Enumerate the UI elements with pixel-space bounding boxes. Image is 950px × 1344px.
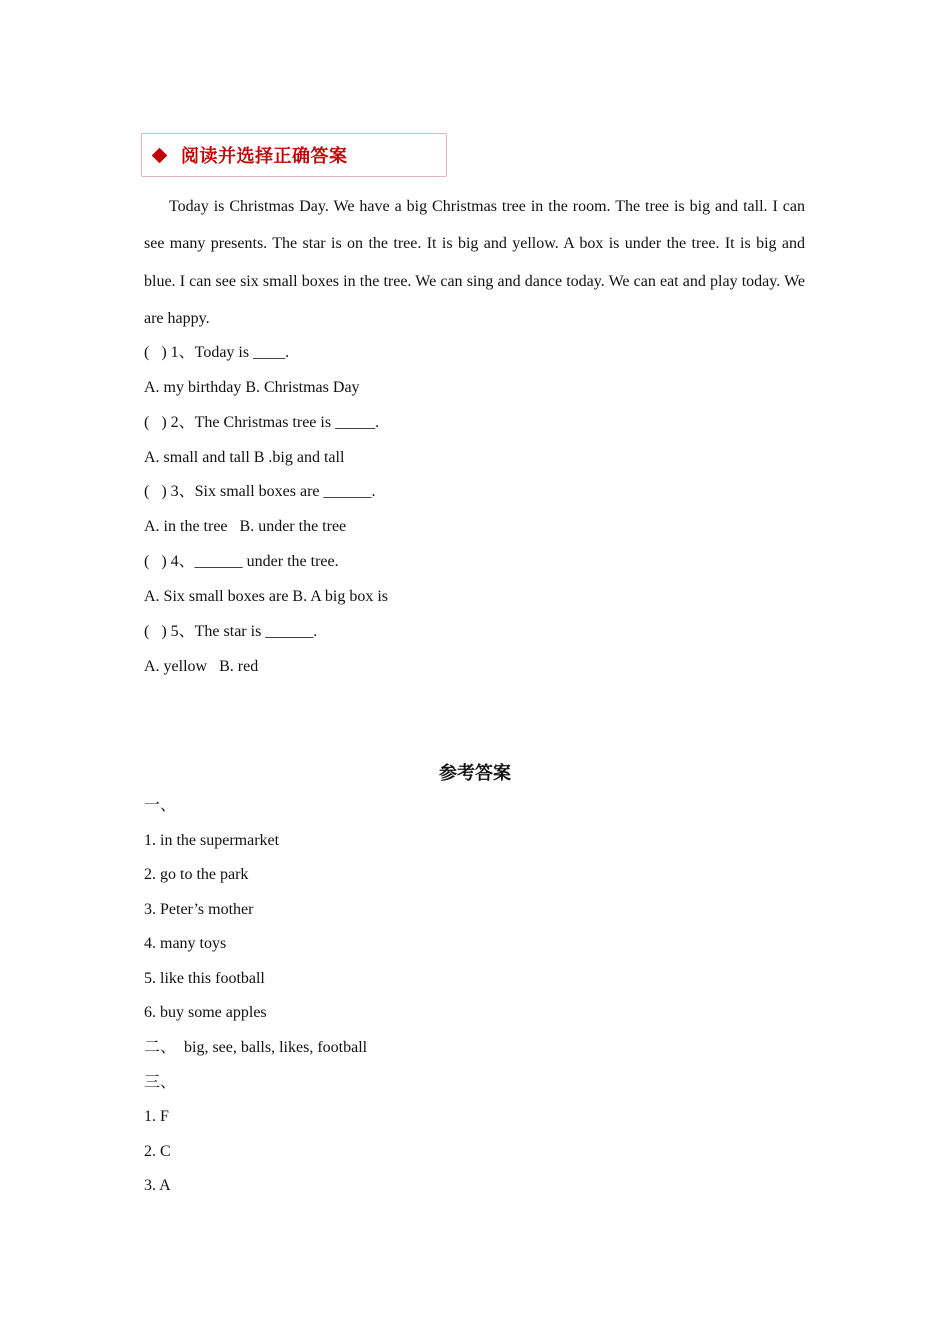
answer-line: 2. go to the park bbox=[144, 866, 249, 883]
question-1-options: A. my birthday B. Christmas Day bbox=[144, 379, 360, 396]
question-2-options: A. small and tall B .big and tall bbox=[144, 449, 345, 466]
answer-line: 三、 bbox=[144, 1074, 177, 1091]
answer-line: 3. Peter’s mother bbox=[144, 901, 254, 918]
question-4-options: A. Six small boxes are B. A big box is bbox=[144, 588, 388, 605]
section-title: 阅读并选择正确答案 bbox=[181, 146, 348, 167]
answer-line: 2. C bbox=[144, 1143, 171, 1160]
answer-key-title: 参考答案 bbox=[439, 763, 511, 784]
question-5: ( ) 5、The star is ______. bbox=[144, 623, 318, 640]
reading-passage: Today is Christmas Day. We have a big Christmas tree in the room. The tree is big and tall. I can see many presents. The star is on the tree. It is big and yellow. A box is under the tree. It is big and blue. I can see six small boxes in the tree. We can sing and dance today. We can eat and play today. We are happy. bbox=[144, 198, 805, 327]
answer-line: 5. like this football bbox=[144, 970, 265, 987]
answer-line: 1. F bbox=[144, 1108, 169, 1125]
answer-line: 4. many toys bbox=[144, 935, 227, 952]
answer-line: 6. buy some apples bbox=[144, 1004, 267, 1021]
question-1: ( ) 1、Today is ____. bbox=[144, 344, 290, 361]
answer-line: 二、 big, see, balls, likes, football bbox=[144, 1039, 368, 1056]
question-3-options: A. in the tree B. under the tree bbox=[144, 518, 347, 535]
question-5-options: A. yellow B. red bbox=[144, 658, 259, 675]
diamond-icon bbox=[152, 147, 168, 163]
question-2: ( ) 2、The Christmas tree is _____. bbox=[144, 414, 380, 431]
answer-line: 1. in the supermarket bbox=[144, 832, 280, 849]
question-4: ( ) 4、______ under the tree. bbox=[144, 553, 339, 570]
answer-line: 一、 bbox=[144, 797, 177, 814]
answer-line: 3. A bbox=[144, 1177, 171, 1194]
question-3: ( ) 3、Six small boxes are ______. bbox=[144, 483, 376, 500]
section-header bbox=[141, 133, 447, 177]
